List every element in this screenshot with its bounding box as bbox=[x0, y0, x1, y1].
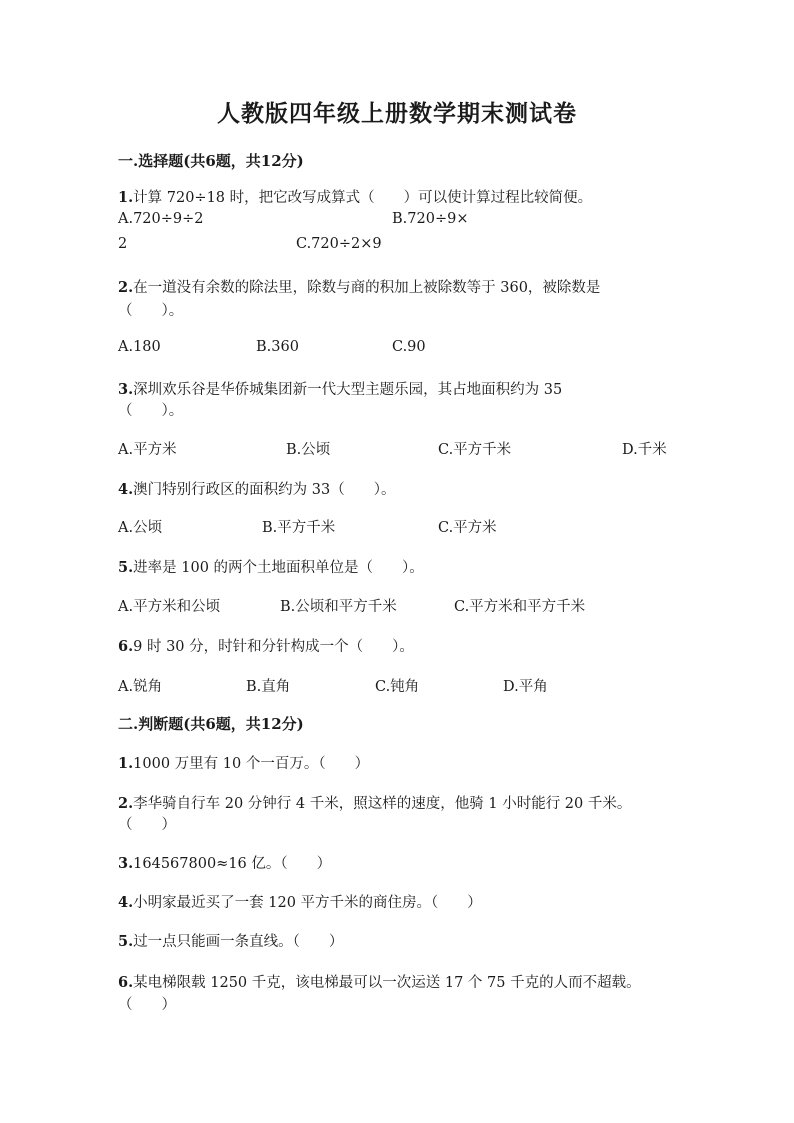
judgement-6-continued: （ ） bbox=[118, 997, 176, 1013]
judgement-4 bbox=[118, 891, 482, 912]
question-1-option-b: B.720÷9× bbox=[392, 211, 469, 227]
judgement-3 bbox=[118, 852, 331, 873]
question-6-option-c: C.钝角 bbox=[375, 679, 420, 695]
question-3-stem bbox=[118, 378, 562, 399]
section-heading-choice: 一.选择题(共6题，共12分) bbox=[118, 152, 304, 170]
question-number: 4. bbox=[118, 894, 134, 911]
question-number: 6. bbox=[118, 638, 134, 655]
question-3-stem-continued: （ ）。 bbox=[118, 403, 184, 419]
question-4-option-b: B.平方千米 bbox=[262, 520, 336, 536]
question-1-option-a: A.720÷9÷2 bbox=[118, 211, 204, 227]
question-6-option-d: D.平角 bbox=[503, 679, 548, 695]
question-text: 9 时 30 分，时针和分针构成一个（ ）。 bbox=[133, 639, 414, 655]
question-2-option-a: A.180 bbox=[118, 339, 161, 355]
question-number: 4. bbox=[118, 481, 134, 498]
question-4-option-c: C.平方米 bbox=[438, 520, 497, 536]
section-heading-judgement: 二.判断题(共6题，共12分) bbox=[118, 715, 304, 733]
question-1-option-c: C.720÷2×9 bbox=[296, 236, 382, 252]
question-text: 164567800≈16 亿。（ ） bbox=[133, 856, 332, 872]
question-number: 2. bbox=[118, 279, 134, 296]
question-4-option-a: A.公顷 bbox=[118, 520, 163, 536]
question-text: 进率是 100 的两个土地面积单位是（ ）。 bbox=[133, 560, 424, 576]
question-number: 1. bbox=[118, 755, 134, 772]
question-2-stem bbox=[118, 276, 600, 297]
question-4-stem bbox=[118, 478, 395, 499]
question-text: 计算 720÷18 时，把它改写成算式（ ）可以使计算过程比较简便。 bbox=[133, 190, 593, 206]
question-text: 在一道没有余数的除法里，除数与商的积加上被除数等于 360，被除数是 bbox=[133, 280, 601, 296]
question-text: 过一点只能画一条直线。（ ） bbox=[133, 934, 344, 950]
question-5-option-b: B.公顷和平方千米 bbox=[280, 599, 397, 615]
question-5-option-c: C.平方米和平方千米 bbox=[454, 599, 586, 615]
question-5-option-a: A.平方米和公顷 bbox=[118, 599, 221, 615]
question-2-stem-continued: （ ）。 bbox=[118, 303, 184, 319]
question-number: 5. bbox=[118, 933, 134, 950]
question-6-option-a: A.锐角 bbox=[118, 679, 163, 695]
question-text: 某电梯限载 1250 千克，该电梯最可以一次运送 17 个 75 千克的人而不超载。 bbox=[133, 975, 641, 991]
question-number: 1. bbox=[118, 189, 134, 206]
question-2-option-b: B.360 bbox=[256, 339, 299, 355]
question-1-stem bbox=[118, 186, 592, 207]
question-3-option-c: C.平方千米 bbox=[438, 442, 512, 458]
question-2-option-c: C.90 bbox=[392, 339, 426, 355]
question-number: 3. bbox=[118, 855, 134, 872]
question-6-option-b: B.直角 bbox=[246, 679, 291, 695]
question-3-option-b: B.公顷 bbox=[286, 442, 331, 458]
question-1-option-b-continued: 2 bbox=[118, 236, 128, 252]
judgement-2 bbox=[118, 792, 631, 813]
question-6-stem bbox=[118, 635, 414, 656]
question-number: 6. bbox=[118, 974, 134, 991]
question-text: 小明家最近买了一套 120 平方千米的商住房。（ ） bbox=[133, 895, 482, 911]
question-text: 澳门特别行政区的面积约为 33（ ）。 bbox=[133, 482, 396, 498]
question-text: 深圳欢乐谷是华侨城集团新一代大型主题乐园，其占地面积约为 35 bbox=[133, 382, 563, 398]
question-number: 2. bbox=[118, 795, 134, 812]
judgement-6 bbox=[118, 971, 641, 992]
question-text: 李华骑自行车 20 分钟行 4 千米，照这样的速度，他骑 1 小时能行 20 千米。 bbox=[133, 796, 632, 812]
question-5-stem bbox=[118, 556, 424, 577]
question-3-option-a: A.平方米 bbox=[118, 442, 177, 458]
question-text: 1000 万里有 10 个一百万。（ ） bbox=[133, 756, 370, 772]
judgement-2-continued: （ ） bbox=[118, 817, 176, 833]
question-3-option-d: D.千米 bbox=[622, 442, 667, 458]
page-title: 人教版四年级上册数学期末测试卷 bbox=[217, 100, 577, 127]
question-number: 3. bbox=[118, 381, 134, 398]
question-number: 5. bbox=[118, 559, 134, 576]
judgement-1 bbox=[118, 752, 369, 773]
judgement-5 bbox=[118, 930, 343, 951]
